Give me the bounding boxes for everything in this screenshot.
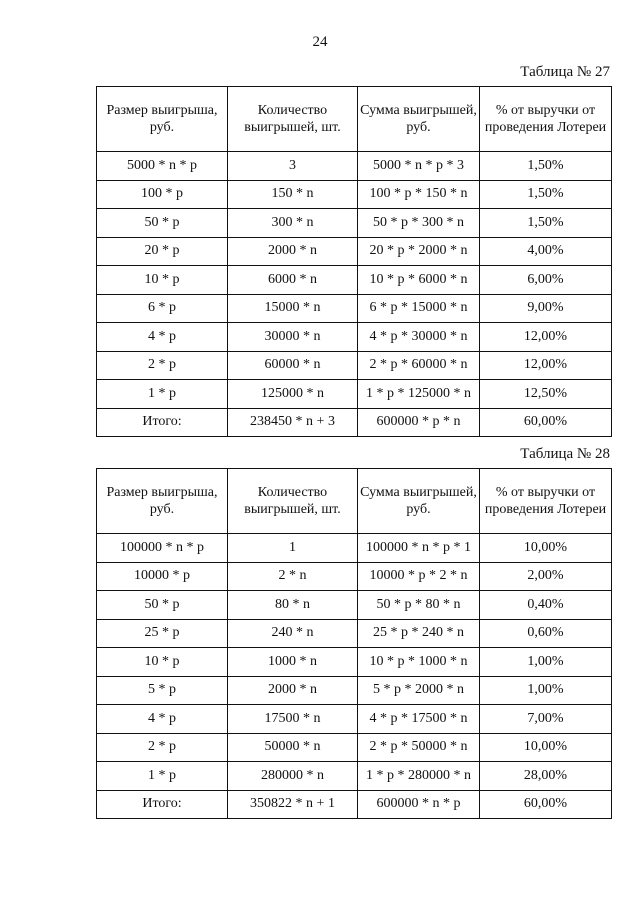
cell-prize-count: 17500 * n	[228, 705, 358, 734]
table-caption-28: Таблица № 28	[520, 446, 610, 462]
table-row	[97, 351, 612, 380]
cell-prize-size: Итого:	[97, 790, 228, 819]
cell-prize-sum: 100000 * n * p * 1	[358, 534, 480, 563]
cell-revenue-percent: 1,50%	[480, 152, 612, 181]
cell-prize-size: 5 * p	[97, 676, 228, 705]
prize-table-27	[96, 86, 612, 437]
cell-prize-count: 6000 * n	[228, 266, 358, 295]
cell-prize-count: 80 * n	[228, 591, 358, 620]
cell-prize-size: 6 * p	[97, 294, 228, 323]
cell-prize-sum: 4 * p * 17500 * n	[358, 705, 480, 734]
cell-prize-count: 50000 * n	[228, 733, 358, 762]
table-row	[97, 619, 612, 648]
cell-revenue-percent: 12,50%	[480, 380, 612, 409]
table-row	[97, 562, 612, 591]
table-row	[97, 323, 612, 352]
cell-prize-sum: 20 * p * 2000 * n	[358, 237, 480, 266]
prize-table-28	[96, 468, 612, 819]
cell-prize-sum: 2 * p * 50000 * n	[358, 733, 480, 762]
cell-prize-size: Итого:	[97, 408, 228, 437]
cell-revenue-percent: 1,00%	[480, 676, 612, 705]
table-row	[97, 733, 612, 762]
cell-prize-count: 240 * n	[228, 619, 358, 648]
cell-prize-count: 150 * n	[228, 180, 358, 209]
cell-prize-count: 2000 * n	[228, 237, 358, 266]
table-row	[97, 591, 612, 620]
cell-revenue-percent: 1,50%	[480, 209, 612, 238]
cell-prize-size: 25 * p	[97, 619, 228, 648]
table-total-row	[97, 408, 612, 437]
cell-prize-size: 1 * p	[97, 380, 228, 409]
cell-prize-count: 1	[228, 534, 358, 563]
cell-revenue-percent: 1,00%	[480, 648, 612, 677]
header-revenue-percent: % от выручки от проведения Лотереи	[480, 469, 612, 534]
table-row	[97, 762, 612, 791]
cell-prize-size: 10 * p	[97, 648, 228, 677]
table-row	[97, 676, 612, 705]
cell-prize-sum: 50 * p * 300 * n	[358, 209, 480, 238]
cell-prize-sum: 600000 * n * p	[358, 790, 480, 819]
cell-prize-sum: 10 * p * 6000 * n	[358, 266, 480, 295]
table-caption-27: Таблица № 27	[520, 64, 610, 80]
table-row	[97, 705, 612, 734]
table-row	[97, 209, 612, 238]
cell-revenue-percent: 10,00%	[480, 733, 612, 762]
cell-prize-size: 5000 * n * p	[97, 152, 228, 181]
cell-prize-count: 60000 * n	[228, 351, 358, 380]
cell-prize-size: 20 * p	[97, 237, 228, 266]
cell-prize-sum: 1 * p * 280000 * n	[358, 762, 480, 791]
table-row	[97, 294, 612, 323]
header-prize-count: Количество выигрышей, шт.	[228, 469, 358, 534]
cell-prize-count: 280000 * n	[228, 762, 358, 791]
table-row	[97, 180, 612, 209]
cell-prize-count: 3	[228, 152, 358, 181]
cell-prize-count: 300 * n	[228, 209, 358, 238]
header-prize-sum: Сумма выигрышей, руб.	[358, 469, 480, 534]
cell-prize-sum: 50 * p * 80 * n	[358, 591, 480, 620]
cell-prize-count: 2000 * n	[228, 676, 358, 705]
table-row	[97, 534, 612, 563]
table-row	[97, 266, 612, 295]
cell-prize-size: 100 * p	[97, 180, 228, 209]
cell-prize-count: 350822 * n + 1	[228, 790, 358, 819]
cell-prize-size: 4 * p	[97, 705, 228, 734]
cell-revenue-percent: 6,00%	[480, 266, 612, 295]
cell-prize-count: 238450 * n + 3	[228, 408, 358, 437]
cell-revenue-percent: 12,00%	[480, 351, 612, 380]
cell-prize-sum: 10 * p * 1000 * n	[358, 648, 480, 677]
table-row	[97, 380, 612, 409]
cell-revenue-percent: 0,40%	[480, 591, 612, 620]
cell-revenue-percent: 60,00%	[480, 408, 612, 437]
cell-prize-size: 50 * p	[97, 591, 228, 620]
table-row	[97, 152, 612, 181]
header-revenue-percent: % от выручки от проведения Лотереи	[480, 87, 612, 152]
cell-prize-count: 125000 * n	[228, 380, 358, 409]
cell-revenue-percent: 28,00%	[480, 762, 612, 791]
cell-revenue-percent: 60,00%	[480, 790, 612, 819]
header-prize-size: Размер выигрыша, руб.	[97, 87, 228, 152]
table-header-row	[97, 87, 612, 152]
cell-prize-sum: 5000 * n * p * 3	[358, 152, 480, 181]
cell-prize-size: 10000 * p	[97, 562, 228, 591]
cell-prize-size: 1 * p	[97, 762, 228, 791]
table-row	[97, 648, 612, 677]
cell-prize-sum: 4 * p * 30000 * n	[358, 323, 480, 352]
cell-revenue-percent: 10,00%	[480, 534, 612, 563]
cell-prize-count: 15000 * n	[228, 294, 358, 323]
cell-prize-sum: 2 * p * 60000 * n	[358, 351, 480, 380]
cell-prize-sum: 10000 * p * 2 * n	[358, 562, 480, 591]
cell-prize-sum: 600000 * p * n	[358, 408, 480, 437]
cell-revenue-percent: 0,60%	[480, 619, 612, 648]
cell-revenue-percent: 1,50%	[480, 180, 612, 209]
cell-prize-size: 2 * p	[97, 351, 228, 380]
cell-prize-sum: 6 * p * 15000 * n	[358, 294, 480, 323]
page-number: 24	[312, 34, 328, 50]
table-row	[97, 237, 612, 266]
cell-prize-sum: 5 * p * 2000 * n	[358, 676, 480, 705]
cell-prize-size: 2 * p	[97, 733, 228, 762]
cell-revenue-percent: 4,00%	[480, 237, 612, 266]
cell-prize-size: 50 * p	[97, 209, 228, 238]
cell-revenue-percent: 9,00%	[480, 294, 612, 323]
cell-prize-sum: 100 * p * 150 * n	[358, 180, 480, 209]
header-prize-size: Размер выигрыша, руб.	[97, 469, 228, 534]
cell-revenue-percent: 7,00%	[480, 705, 612, 734]
cell-revenue-percent: 2,00%	[480, 562, 612, 591]
cell-prize-sum: 1 * p * 125000 * n	[358, 380, 480, 409]
cell-prize-size: 100000 * n * p	[97, 534, 228, 563]
table-header-row	[97, 469, 612, 534]
cell-revenue-percent: 12,00%	[480, 323, 612, 352]
cell-prize-count: 1000 * n	[228, 648, 358, 677]
cell-prize-count: 30000 * n	[228, 323, 358, 352]
cell-prize-size: 4 * p	[97, 323, 228, 352]
cell-prize-sum: 25 * p * 240 * n	[358, 619, 480, 648]
cell-prize-count: 2 * n	[228, 562, 358, 591]
header-prize-sum: Сумма выигрышей, руб.	[358, 87, 480, 152]
header-prize-count: Количество выигрышей, шт.	[228, 87, 358, 152]
table-total-row	[97, 790, 612, 819]
cell-prize-size: 10 * p	[97, 266, 228, 295]
